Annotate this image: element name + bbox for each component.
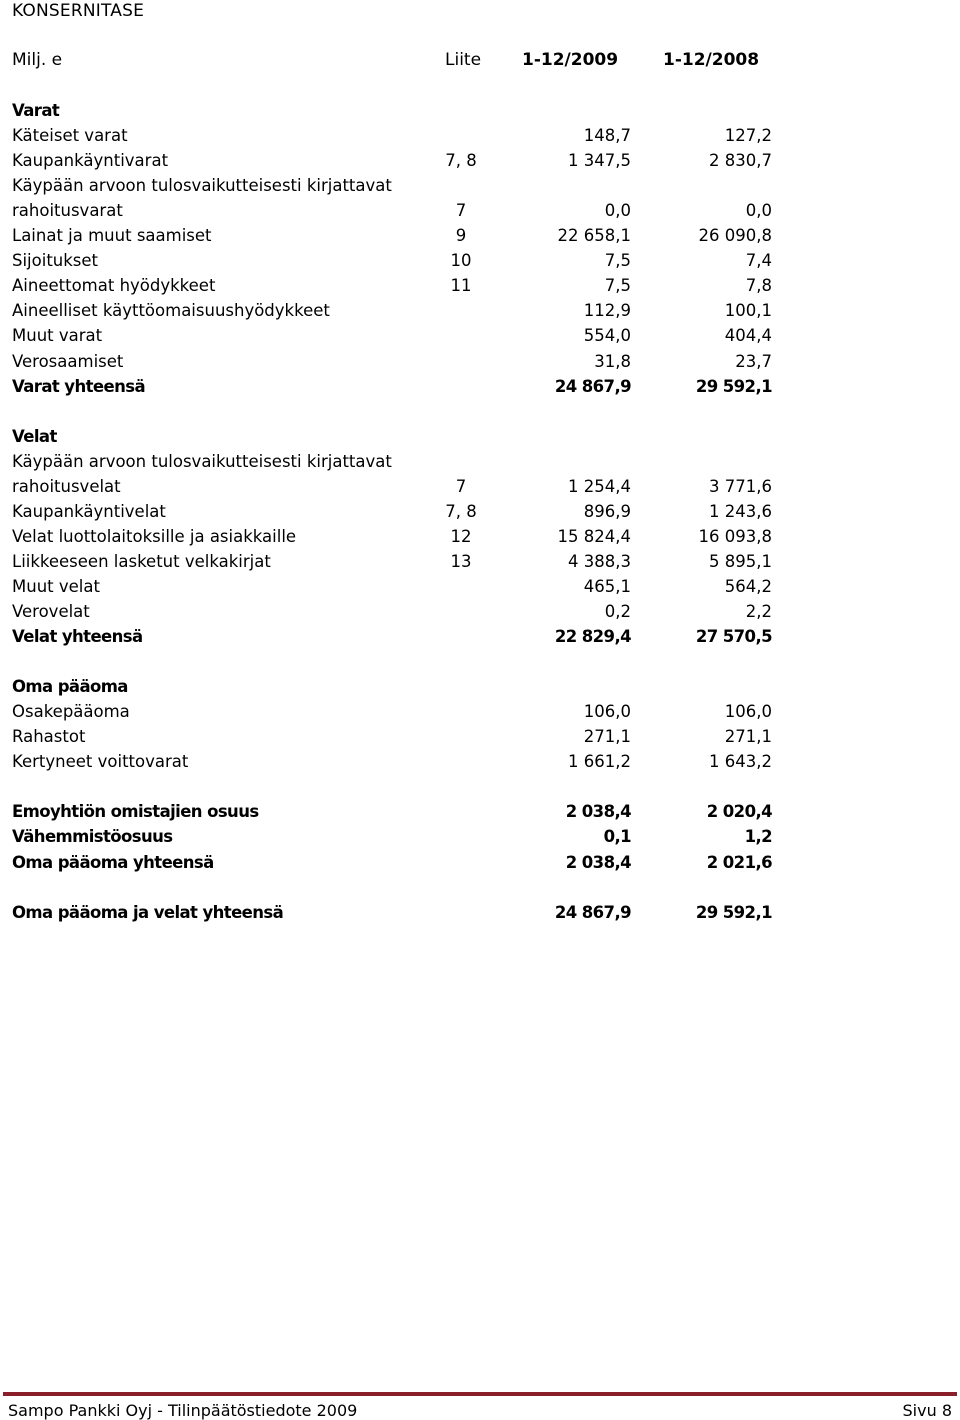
row-label: Käteiset varat [12,126,128,146]
row-label: Käypään arvoon tulosvaikutteisesti kirjattavat [12,176,392,196]
row-label: Oma pääoma ja velat yhteensä [12,902,284,922]
value-2008: 2 020,4 [706,802,772,822]
table-row [0,298,960,323]
value-2009: 24 867,9 [554,376,631,396]
table-row [0,123,960,148]
table-row [0,499,960,524]
value-2009: 1 661,2 [568,752,631,772]
table-row [0,98,960,123]
value-2009: 31,8 [594,351,631,371]
row-label: Emoyhtiön omistajien osuus [12,802,259,822]
value-2009: 1 347,5 [568,151,631,171]
year-2009-column-header: 1-12/2009 [522,50,619,70]
table-row [0,900,960,925]
row-note: 7 [455,201,467,221]
value-2008: 2 830,7 [709,151,772,171]
table-row [0,749,960,774]
table-row [0,248,960,273]
value-2008: 3 771,6 [709,476,772,496]
row-note: 9 [455,226,467,246]
value-2008: 16 093,8 [698,526,772,546]
row-note: 7 [455,476,467,496]
table-row [0,323,960,348]
value-2008: 106,0 [724,702,772,722]
value-2008: 7,8 [745,276,772,296]
row-label: Käypään arvoon tulosvaikutteisesti kirjattavat [12,451,392,471]
value-2009: 106,0 [583,702,631,722]
value-2008: 29 592,1 [695,376,772,396]
value-2009: 0,1 [603,827,631,847]
value-2009: 112,9 [583,301,631,321]
row-label: Kertyneet voittovarat [12,752,189,772]
value-2009: 554,0 [583,326,631,346]
value-2008: 271,1 [724,727,772,747]
value-2009: 15 824,4 [557,526,631,546]
row-label: Velat [12,426,57,446]
row-label: Oma pääoma [12,677,128,697]
row-label: Velat luottolaitoksille ja asiakkaille [12,526,297,546]
value-2008: 1 643,2 [709,752,772,772]
value-2008: 23,7 [735,351,772,371]
table-row [0,549,960,574]
table-row [0,699,960,724]
document-title: KONSERNITASE [12,1,145,21]
row-note: 7, 8 [445,151,477,171]
row-label: Oma pääoma yhteensä [12,852,214,872]
row-label: Muut varat [12,326,103,346]
row-label: Vähemmistöosuus [12,827,173,847]
value-2008: 0,0 [745,201,772,221]
value-2009: 148,7 [583,126,631,146]
year-2008-column-header: 1-12/2008 [663,50,760,70]
row-label: Varat yhteensä [12,376,145,396]
row-note: 7, 8 [445,501,477,521]
value-2008: 127,2 [724,126,772,146]
value-2009: 465,1 [583,576,631,596]
row-label: rahoitusvelat [12,476,121,496]
table-row [0,574,960,599]
row-label: Verosaamiset [12,351,124,371]
table-row [0,599,960,624]
value-2009: 7,5 [604,276,631,296]
row-label: Aineettomat hyödykkeet [12,276,216,296]
row-note: 12 [450,526,472,546]
value-2008: 29 592,1 [695,902,772,922]
row-label: Sijoitukset [12,251,99,271]
value-2009: 0,2 [604,602,631,621]
table-row [0,649,960,674]
table-row [0,273,960,298]
row-label: Muut velat [12,576,100,596]
note-column-header: Liite [445,50,482,70]
value-2008: 564,2 [724,576,772,596]
table-row [0,774,960,799]
row-label: Kaupankäyntivarat [12,151,169,171]
table-row [0,148,960,173]
table-row [0,449,960,474]
value-2008: 27 570,5 [695,627,772,647]
row-label: Osakepääoma [12,702,130,722]
table-row [0,173,960,198]
row-label: Velat yhteensä [12,627,143,647]
value-2008: 1 243,6 [709,501,772,521]
row-label: rahoitusvarat [12,201,123,221]
table-row [0,524,960,549]
row-label: Varat [12,101,60,120]
table-row [0,799,960,824]
value-2008: 2,2 [745,602,772,621]
table-row [0,624,960,649]
value-2009: 22 658,1 [557,226,631,246]
table-row [0,875,960,900]
table-row [0,724,960,749]
value-2008: 26 090,8 [698,226,772,246]
row-note: 11 [450,276,472,296]
value-2008: 1,2 [744,827,772,847]
table-row [0,374,960,399]
table-row [0,674,960,699]
value-2009: 24 867,9 [554,902,631,922]
value-2008: 404,4 [724,326,772,346]
value-2009: 2 038,4 [565,802,631,822]
table-row [0,850,960,875]
row-note: 13 [450,551,472,571]
row-label: Aineelliset käyttöomaisuushyödykkeet [12,301,330,321]
value-2008: 100,1 [724,301,772,321]
value-2009: 2 038,4 [565,852,631,872]
value-2009: 0,0 [604,201,631,221]
table-row [0,349,960,374]
footer-rule [3,1392,957,1396]
value-2009: 4 388,3 [568,551,631,571]
row-label: Verovelat [12,602,90,621]
unit-header: Milj. e [12,50,63,70]
value-2009: 22 829,4 [554,627,631,647]
row-label: Kaupankäyntivelat [12,501,166,521]
table-row [0,198,960,223]
table-row [0,223,960,248]
row-label: Liikkeeseen lasketut velkakirjat [12,551,271,571]
footer-document-name: Sampo Pankki Oyj - Tilinpäätöstiedote 2009 [8,1401,358,1420]
value-2008: 2 021,6 [706,852,772,872]
table-row [0,424,960,449]
value-2008: 5 895,1 [709,551,772,571]
row-label: Rahastot [12,727,86,747]
value-2009: 271,1 [583,727,631,747]
row-label: Lainat ja muut saamiset [12,226,212,246]
row-note: 10 [450,251,472,271]
table-row [0,824,960,849]
footer-page-number: Sivu 8 [902,1401,952,1420]
value-2009: 7,5 [604,251,631,271]
value-2009: 896,9 [583,501,631,521]
table-row [0,474,960,499]
value-2008: 7,4 [745,251,772,271]
value-2009: 1 254,4 [568,476,631,496]
table-row [0,399,960,424]
